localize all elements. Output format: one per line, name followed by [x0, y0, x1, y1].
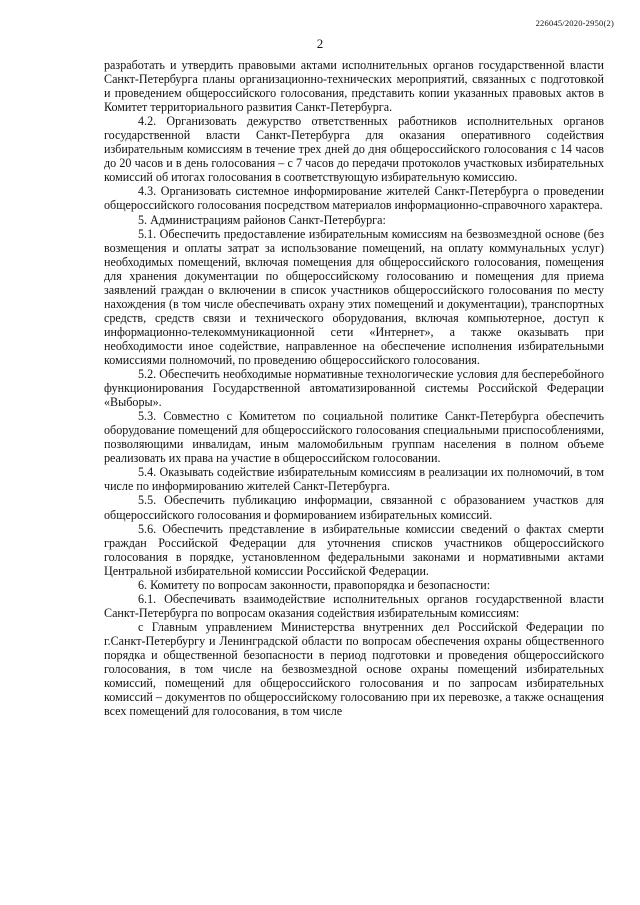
- paragraph-5-heading: 5. Администрациям районов Санкт-Петербурга:: [138, 212, 386, 227]
- paragraph-4-3: 4.3. Организовать системное информирование жителей Санкт-Петербурга о проведении общероссийского голосования посредством материалов информационно-справочного характера.: [104, 184, 604, 213]
- page-number: 2: [316, 36, 324, 51]
- paragraph-5-4: 5.4. Оказывать содействие избирательным комиссиям в реализации их полномочий, в том числе по информированию жителей Санкт-Петербурга.: [104, 465, 604, 494]
- paragraph-5-1: 5.1. Обеспечить предоставление избирательным комиссиям на безвозмездной основе (без возмещения и оплаты затрат за использование помещений, на оплату коммунальных услуг) необходимых помещений, включая помещения для общероссийского голосования, помещения для хранения документации по общероссийскому голосованию и помещения для приема заявлений граждан о включении в список участников общероссийского голосования по месту нахождения (в том числе обеспечивать охрану этих помещений и документации), транспортных средств, средств связи и технического оборудования, включая компьютерное, доступ к информационно-телекоммуникационной сети «Интернет», а также оказывать при необходимости иное содействие, направленное на обеспечение исполнения избирательными комиссиями полномочий, по проведению общероссийского голосования.: [104, 226, 604, 367]
- document-number: 226045/2020-2950(2): [535, 18, 614, 28]
- paragraph-5-3: 5.3. Совместно с Комитетом по социальной политике Санкт-Петербурга обеспечить оборудование помещений для общероссийского голосования специальными приспособлениями, позволяющими инвалидам, иным маломобильным группам населения в полном объеме реализовать их права на участие в общероссийском голосовании.: [104, 409, 604, 466]
- paragraph-5-6: 5.6. Обеспечить представление в избирательные комиссии сведений о фактах смерти граждан Российской Федерации для уточнения списков участников общероссийского голосования в порядке, установленном федеральными законами и нормативными актами Центральной избирательной комиссии Российской Федерации.: [104, 521, 604, 578]
- paragraph-5-2: 5.2. Обеспечить необходимые нормативные технологические условия для бесперебойного функционирования Государственной автоматизированной системы Российской Федерации «Выборы».: [104, 367, 604, 410]
- paragraph-4-1-continued: разработать и утвердить правовыми актами исполнительных органов государственной власти Санкт-Петербурга планы организационно-технических мероприятий, связанных с подготовкой и проведением общероссийского голосования, представить копии указанных правовых актов в Комитет территориального развития Санкт-Петербурга.: [104, 58, 604, 115]
- document-body: [104, 58, 604, 718]
- paragraph-4-2: 4.2. Организовать дежурство ответственных работников исполнительных органов государственной власти Санкт-Петербурга для оказания оперативного содействия избирательным комиссиям в течение трех дней до дня общероссийского голосования с 14 часов до 20 часов и в день голосования – с 7 часов до передачи протоколов участковых избирательных комиссий об итогах голосования в соответствующую избирательную комиссию.: [104, 114, 604, 185]
- paragraph-6-1: 6.1. Обеспечивать взаимодействие исполнительных органов государственной власти Санкт-Петербурга по вопросам оказания содействия избирательным комиссиям:: [104, 591, 604, 620]
- paragraph-5-5: 5.5. Обеспечить публикацию информации, связанной с образованием участков для общероссийского голосования и формированием избирательных комиссий.: [104, 493, 604, 522]
- paragraph-6-1-item: с Главным управлением Министерства внутренних дел Российской Федерации по г.Санкт-Петербургу и Ленинградской области по вопросам обеспечения охраны общественного порядка и общественной безопасности в период подготовки и проведения общероссийского голосования, в том числе на безвозмездной основе охраны помещений избирательных комиссий, помещений для общероссийского голосования и по запросам избирательных комиссий – документов по общероссийскому голосованию при их перевозке, а также оснащения всех помещений для голосования, в том числе: [104, 619, 604, 719]
- paragraph-6-heading: 6. Комитету по вопросам законности, правопорядка и безопасности:: [138, 577, 491, 592]
